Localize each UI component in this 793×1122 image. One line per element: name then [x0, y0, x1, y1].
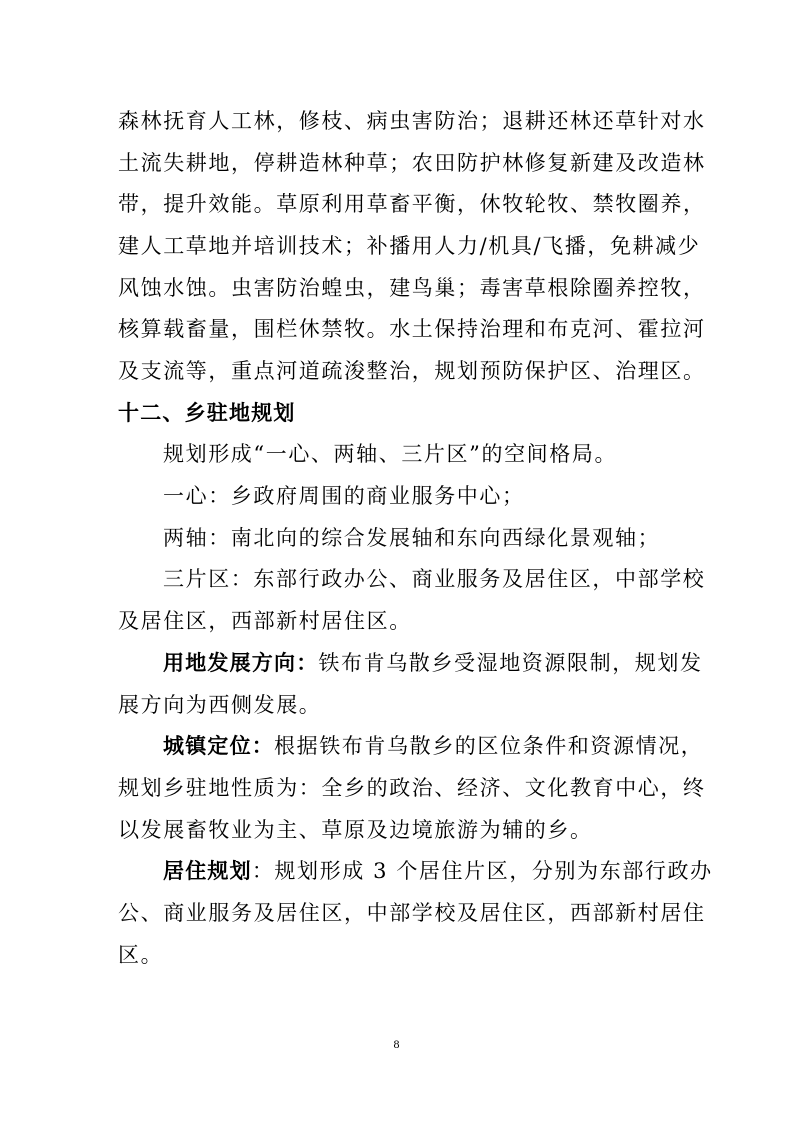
land-use-text: 展方向为西侧发展。: [118, 693, 322, 717]
town-position-label: 城镇定位：: [163, 734, 274, 758]
residential-label: 居住规划: [163, 859, 252, 883]
section-heading: 十二、乡驻地规划: [118, 401, 296, 425]
residential-text: 公、商业服务及居住区，中部学校及居住区，西部新村居住: [118, 901, 706, 925]
page-number: 8: [393, 1037, 400, 1051]
land-use-paragraph: [163, 650, 703, 676]
three-zones-text: 三片区：东部行政办公、商业服务及居住区，中部学校: [163, 567, 706, 591]
town-position-paragraph: [163, 733, 704, 759]
three-zones-text: 及居住区，西部新村居住区。: [118, 609, 412, 633]
town-position-text: 根据铁布肯乌散乡的区位条件和资源情况，: [274, 734, 704, 758]
body-text-line: 土流失耕地，停耕造林种草；农田防护林修复新建及改造林: [118, 151, 706, 175]
residential-paragraph: [163, 858, 713, 884]
land-use-label: 用地发展方向：: [163, 651, 319, 675]
body-text-line: 带，提升效能。草原利用草畜平衡，休牧轮牧、禁牧圈养，: [118, 192, 706, 216]
town-position-text: 以发展畜牧业为主、草原及边境旅游为辅的乡。: [118, 818, 593, 842]
body-text-line: 森林抚育人工林，修枝、病虫害防治；退耕还林还草针对水: [118, 109, 706, 133]
land-use-text: 铁布肯乌散乡受湿地资源限制，规划发: [318, 651, 703, 675]
one-center-text: 一心：乡政府周围的商业服务中心；: [163, 484, 525, 508]
residential-text: ：规划形成 3 个居住片区，分别为东部行政办: [251, 859, 713, 883]
spatial-intro: 规划形成“一心、两轴、三片区”的空间格局。: [163, 442, 618, 466]
two-axes-text: 两轴：南北向的综合发展轴和东向西绿化景观轴；: [163, 526, 661, 550]
body-text-line: 核算载畜量，围栏休禁牧。水土保持治理和布克河、霍拉河: [118, 317, 706, 341]
body-text-line: 及支流等，重点河道疏浚整治，规划预防保护区、治理区。: [118, 359, 706, 383]
body-text-line: 风蚀水蚀。虫害防治蝗虫，建鸟巢；毒害草根除圈养控牧，: [118, 276, 706, 300]
body-text-line: 建人工草地并培训技术；补播用人力/机具/飞播，免耕减少: [118, 234, 701, 258]
town-position-text: 规划乡驻地性质为：全乡的政治、经济、文化教育中心，终: [118, 776, 706, 800]
residential-text: 区。: [118, 943, 164, 967]
